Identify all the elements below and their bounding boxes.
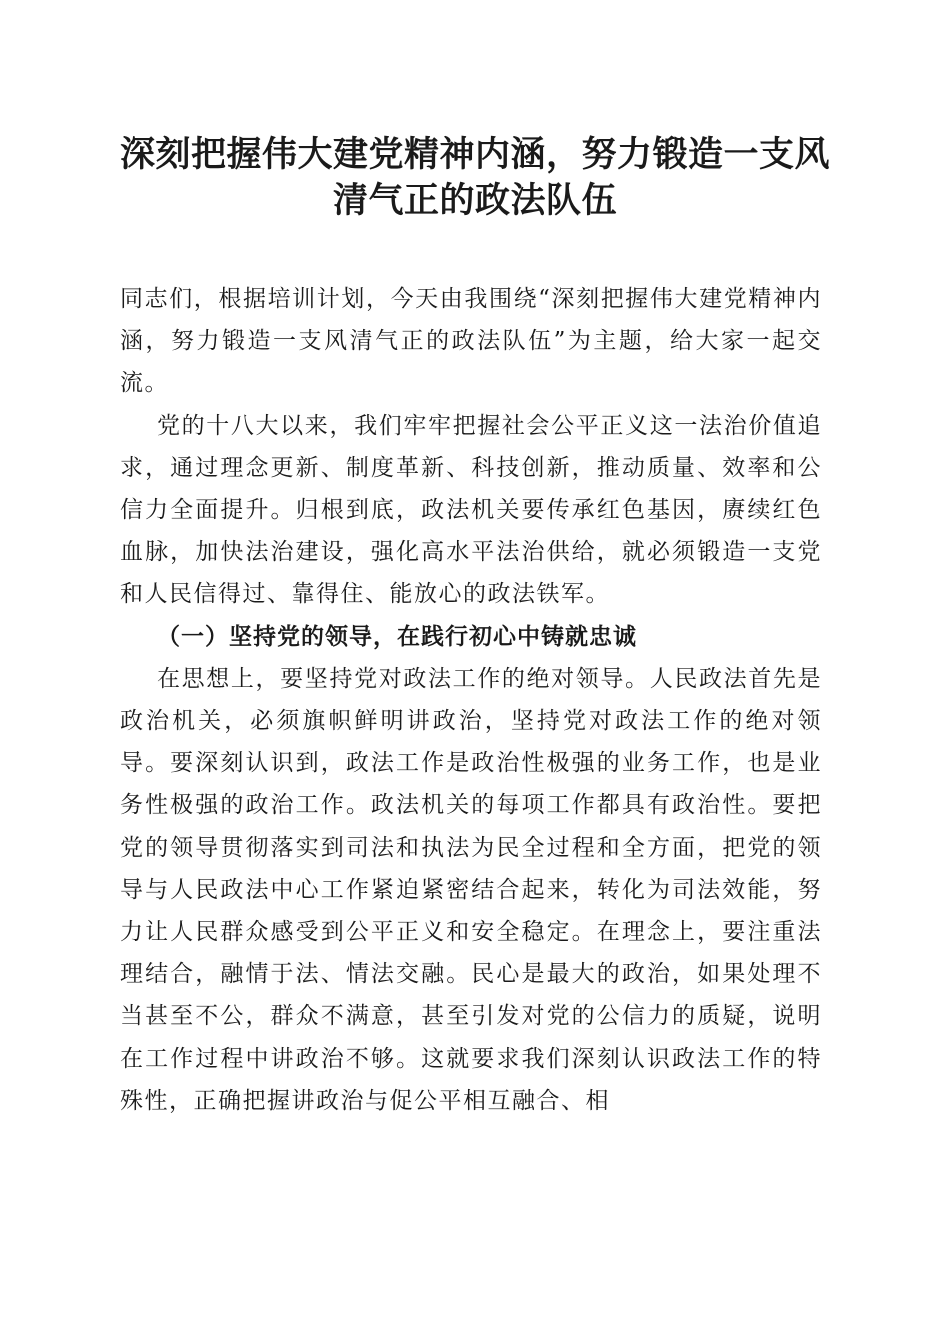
section-paragraph: 在思想上，要坚持党对政法工作的绝对领导。人民政法首先是政治机关，必须旗帜鲜明讲政治，坚持党对政法工作的绝对领导。要深刻认识到，政法工作是政治性极强的业务工作，也是业务性极强的政治工作。政法机关的每项工作都具有政治性。要把党的领导贯彻落实到司法和执法为民全过程和全方面，把党的领导与人民政法中心工作紧迫紧密结合起来，转化为司法效能，努力让人民群众感受到公平正义和安全稳定。在理念上，要注重法理结合，融情于法、情法交融。民心是最大的政治，如果处理不当甚至不公，群众不满意，甚至引发对党的公信力的质疑，说明在工作过程中讲政治不够。这就要求我们深刻认识政法工作的特殊性，正确把握讲政治与促公平相互融合、相 xyxy=(120,665,822,1114)
document-title xyxy=(100,132,850,224)
opening-paragraph: 同志们，根据培训计划，今天由我围绕“深刻把握伟大建党精神内涵，努力锻造一支风清气正的政法队伍”为主题，给大家一起交流。 xyxy=(120,286,822,397)
title-line-2: 清气正的政法队伍 xyxy=(332,180,617,221)
section-heading: （一）坚持党的领导，在践行初心中铸就忠诚 xyxy=(157,622,637,650)
document-body xyxy=(120,278,822,1122)
title-line-1: 深刻把握伟大建党精神内涵，努力锻造一支风 xyxy=(119,134,830,175)
intro-paragraph: 党的十八大以来，我们牢牢把握社会公平正义这一法治价值追求，通过理念更新、制度革新、科技创新，推动质量、效率和公信力全面提升。归根到底，政法机关要传承红色基因，赓续红色血脉，加快法治建设，强化高水平法治供给，就必须锻造一支党和人民信得过、靠得住、能放心的政法铁军。 xyxy=(120,412,822,608)
